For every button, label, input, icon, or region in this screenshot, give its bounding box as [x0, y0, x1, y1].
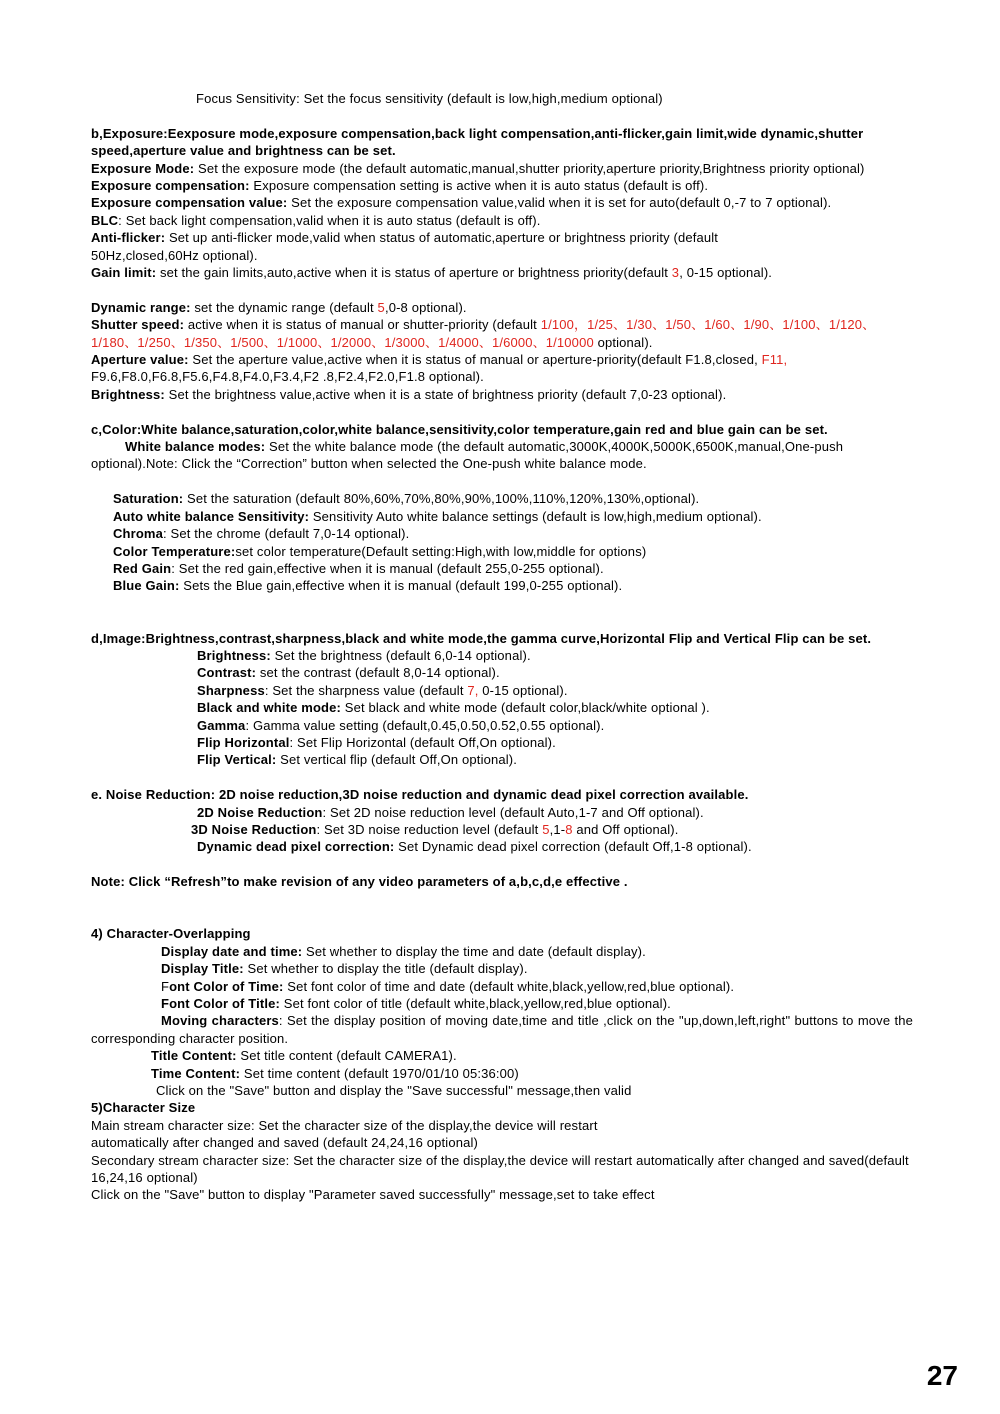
moving-characters-item [91, 1012, 913, 1047]
color-heading: c,Color:White balance,saturation,color,white balance,sensitivity,color temperature,gain red and blue gain can be set. [91, 421, 828, 437]
main-stream-line-2: automatically after changed and saved (default 24,24,16 optional) [91, 1135, 479, 1151]
shutter-speed-values: 1/100，1/25、1/30、1/50、1/60、1/90、1/100、1/120、1/180、1/250、1/350、1/500、1/1000、1/2000、1/3000、1/4000、1/6000、1/10000 [91, 317, 876, 350]
exposure-heading: b,Exposure:Eexposure mode,exposure compensation,back light compensation,anti-flicker,gain limit,wide dynamic,shutter speed,aperture value and brightness can be set. [91, 125, 864, 159]
dynamic-range-item [91, 299, 913, 316]
sharpness-text-a: : Set the sharpness value (default [264, 682, 468, 698]
exposure-mode-label: Exposure Mode: [91, 160, 195, 176]
aperture-text-b: F9.6,F8.0,F6.8,F5.6,F4.8,F4.0,F3.4,F2 .8,F2.4,F2.0,F1.8 optional). [91, 369, 484, 385]
overlap-heading: 4) Character-Overlapping [91, 926, 251, 942]
dynamic-range-default: 5 [377, 299, 385, 315]
exposure-brightness-item [91, 386, 913, 403]
exposure-brightness-text: Set the brightness value,active when it is a state of brightness priority (default 7,0-23 optional). [164, 386, 727, 402]
display-title-text: Set whether to display the title (default display). [243, 961, 528, 977]
dead-pixel-text: Set Dynamic dead pixel correction (default Off,1-8 optional). [394, 839, 752, 855]
noise-3d-item [91, 821, 913, 838]
noise-3d-text-a: : Set 3D noise reduction level (default [316, 821, 543, 837]
white-balance-item [91, 438, 913, 473]
red-gain-text: : Set the red gain,effective when it is manual (default 255,0-255 optional). [171, 560, 604, 576]
exposure-mode-item [91, 160, 913, 177]
font-color-time-label: ont Color of Time: [169, 978, 284, 994]
display-date-item [91, 943, 913, 960]
awb-sensitivity-text: Sensitivity Auto white balance settings (default is low,high,medium optional). [309, 508, 762, 524]
anti-flicker-item [91, 229, 811, 264]
gamma-text: : Gamma value setting (default,0.45,0.50,0.52,0.55 optional). [245, 717, 605, 733]
title-content-label: Title Content: [151, 1048, 237, 1064]
color-temperature-item [91, 543, 913, 560]
flip-horizontal-label: Flip Horizontal [197, 734, 290, 750]
sharpness-default: 7, [467, 682, 479, 698]
noise-3d-max: 8 [565, 821, 573, 837]
contrast-label: Contrast: [197, 665, 257, 681]
dead-pixel-label: Dynamic dead pixel correction: [197, 839, 395, 855]
secondary-stream-text: Secondary stream character size: Set the character size of the display,the device will restart automatically after changed and saved(default 16,24,16 optional) [91, 1152, 909, 1186]
noise-3d-label: 3D Noise Reduction [191, 821, 317, 837]
time-content-text: Set time content (default 1970/01/10 05:36:00) [240, 1065, 519, 1081]
time-content-item [91, 1065, 913, 1082]
blc-label: BLC [91, 212, 119, 228]
font-color-time-label-initial: F [161, 978, 170, 994]
color-temperature-text: set color temperature(Default setting:High,with low,middle for options) [235, 543, 647, 559]
blue-gain-text: Sets the Blue gain,effective when it is manual (default 199,0-255 optional). [179, 578, 623, 594]
exposure-compval-item [91, 194, 913, 211]
exposure-brightness-label: Brightness: [91, 386, 165, 402]
shutter-speed-item [91, 316, 913, 351]
bw-mode-item [91, 699, 913, 716]
image-brightness-item [91, 647, 913, 664]
chroma-text: : Set the chrome (default 7,0-14 optional). [163, 526, 410, 542]
title-content-text: Set title content (default CAMERA1). [236, 1048, 457, 1064]
refresh-note: Note: Click “Refresh”to make revision of any video parameters of a,b,c,d,e effective . [91, 874, 628, 890]
contrast-text: set the contrast (default 8,0-14 optional). [256, 665, 500, 681]
sharpness-item [91, 682, 913, 699]
exposure-comp-item [91, 177, 913, 194]
sharpness-text-b: 0-15 optional). [478, 682, 568, 698]
exposure-comp-label: Exposure compensation: [91, 178, 250, 194]
gain-limit-default: 3 [671, 265, 680, 281]
shutter-speed-text-b: optional). [593, 334, 653, 350]
awb-sensitivity-item [91, 508, 913, 525]
aperture-label: Aperture value: [91, 352, 189, 368]
gain-limit-label: Gain limit: [91, 265, 157, 281]
flip-vertical-text: Set vertical flip (default Off,On optional). [276, 752, 518, 768]
flip-vertical-label: Flip Vertical: [197, 752, 277, 768]
noise-3d-text-b: ,1- [549, 821, 566, 837]
font-color-title-item [91, 995, 913, 1012]
chroma-item [91, 525, 913, 542]
moving-characters-text: : Set the display position of moving date,time and title ,click on the "up,down,left,right" buttons to move the corresponding character position. [91, 1013, 913, 1046]
noise-heading: e. Noise Reduction: 2D noise reduction,3D noise reduction and dynamic dead pixel correction available. [91, 787, 749, 803]
gain-limit-text-b: , 0-15 optional). [679, 265, 773, 281]
blue-gain-item [91, 577, 913, 594]
dynamic-range-text-b: ,0-8 optional). [384, 299, 467, 315]
exposure-compval-label: Exposure compensation value: [91, 195, 288, 211]
dead-pixel-item [91, 838, 913, 855]
gamma-item [91, 717, 913, 734]
main-stream-line-1: Main stream character size: Set the character size of the display,the device will restart [91, 1117, 598, 1133]
display-title-label: Display Title: [161, 961, 244, 977]
exposure-mode-text: Set the exposure mode (the default automatic,manual,shutter priority,aperture priority,Brightness priority optional) [194, 160, 865, 176]
font-color-time-item [91, 978, 913, 995]
color-temperature-label: Color Temperature: [113, 543, 236, 559]
awb-sensitivity-label: Auto white balance Sensitivity: [113, 508, 310, 524]
saturation-text: Set the saturation (default 80%,60%,70%,80%,90%,100%,110%,120%,130%,optional). [183, 491, 700, 507]
display-date-label: Display date and time: [161, 943, 303, 959]
saturation-label: Saturation: [113, 491, 184, 507]
aperture-text-a: Set the aperture value,active when it is status of manual or aperture-priority(default F1.8,closed, [188, 352, 762, 368]
font-color-title-label: Font Color of Title: [161, 996, 281, 1011]
image-heading: d,Image:Brightness,contrast,sharpness,black and white mode,the gamma curve,Horizontal Flip and Vertical Flip can be set. [91, 630, 872, 646]
noise-2d-text: : Set 2D noise reduction level (default Auto,1-7 and Off optional). [322, 804, 704, 820]
white-balance-text: Set the white balance mode (the default automatic,3000K,4000K,5000K,6500K,manual,One-push optional).Note: Click the “Correction” button when selected the One-push white balance mode. [91, 439, 844, 472]
blc-item [91, 212, 913, 229]
display-date-text: Set whether to display the time and date (default display). [302, 943, 646, 959]
gain-limit-item [91, 264, 913, 281]
bw-mode-label: Black and white mode: [197, 700, 342, 716]
exposure-comp-text: Exposure compensation setting is active when it is auto status (default is off). [249, 178, 709, 194]
gain-limit-text-a: set the gain limits,auto,active when it is status of aperture or brightness priority(default [156, 265, 672, 281]
charsize-heading: 5)Character Size [91, 1100, 196, 1116]
contrast-item [91, 664, 913, 681]
flip-horizontal-item [91, 734, 913, 751]
image-brightness-text: Set the brightness (default 6,0-14 optional). [270, 647, 531, 663]
page-number: 27 [926, 1360, 958, 1391]
overlap-save-note: Click on the "Save" button and display the "Save successful" message,then valid [156, 1083, 632, 1099]
anti-flicker-text: Set up anti-flicker mode,valid when status of automatic,aperture or brightness priority (default 50Hz,closed,60Hz optional). [91, 230, 719, 263]
shutter-speed-label: Shutter speed: [91, 317, 185, 333]
charsize-save-note: Click on the "Save" button to display "Parameter saved successfully" message,set to take effect [91, 1187, 655, 1203]
gamma-label: Gamma [197, 717, 246, 733]
blue-gain-label: Blue Gain: [113, 578, 180, 594]
manual-page-body [91, 90, 913, 1204]
dynamic-range-text-a: set the dynamic range (default [190, 299, 378, 315]
time-content-label: Time Content: [151, 1065, 241, 1081]
shutter-speed-text-a: active when it is status of manual or shutter-priority (default [184, 317, 541, 333]
image-brightness-label: Brightness: [197, 647, 271, 663]
aperture-default: F11, [761, 352, 788, 368]
noise-3d-text-c: and Off optional). [572, 821, 679, 837]
font-color-time-text: Set font color of time and date (default white,black,yellow,red,blue optional). [283, 978, 735, 994]
noise-3d-default: 5 [542, 821, 550, 837]
display-title-item [91, 960, 913, 977]
title-content-item [91, 1047, 913, 1064]
red-gain-label: Red Gain [113, 560, 172, 576]
white-balance-label: White balance modes: [125, 439, 266, 455]
saturation-item [91, 490, 913, 507]
dynamic-range-label: Dynamic range: [91, 299, 191, 315]
noise-2d-item [91, 804, 913, 821]
moving-characters-label: Moving characters [161, 1013, 279, 1029]
focus-sensitivity-line: Focus Sensitivity: Set the focus sensitivity (default is low,high,medium optional) [196, 91, 663, 106]
blc-text: : Set back light compensation,valid when it is auto status (default is off). [118, 212, 541, 228]
bw-mode-text: Set black and white mode (default color,black/white optional ). [341, 700, 710, 716]
noise-2d-label: 2D Noise Reduction [197, 804, 323, 820]
flip-horizontal-text: : Set Flip Horizontal (default Off,On optional). [289, 734, 556, 750]
exposure-compval-text: Set the exposure compensation value,valid when it is set for auto(default 0,-7 to 7 optional). [287, 195, 832, 211]
anti-flicker-label: Anti-flicker: [91, 230, 166, 246]
aperture-item [91, 351, 913, 386]
sharpness-label: Sharpness [197, 682, 265, 698]
font-color-title-text: Set font color of title (default white,black,yellow,red,blue optional). [280, 996, 671, 1011]
red-gain-item [91, 560, 913, 577]
flip-vertical-item [91, 751, 913, 768]
chroma-label: Chroma [113, 526, 164, 542]
